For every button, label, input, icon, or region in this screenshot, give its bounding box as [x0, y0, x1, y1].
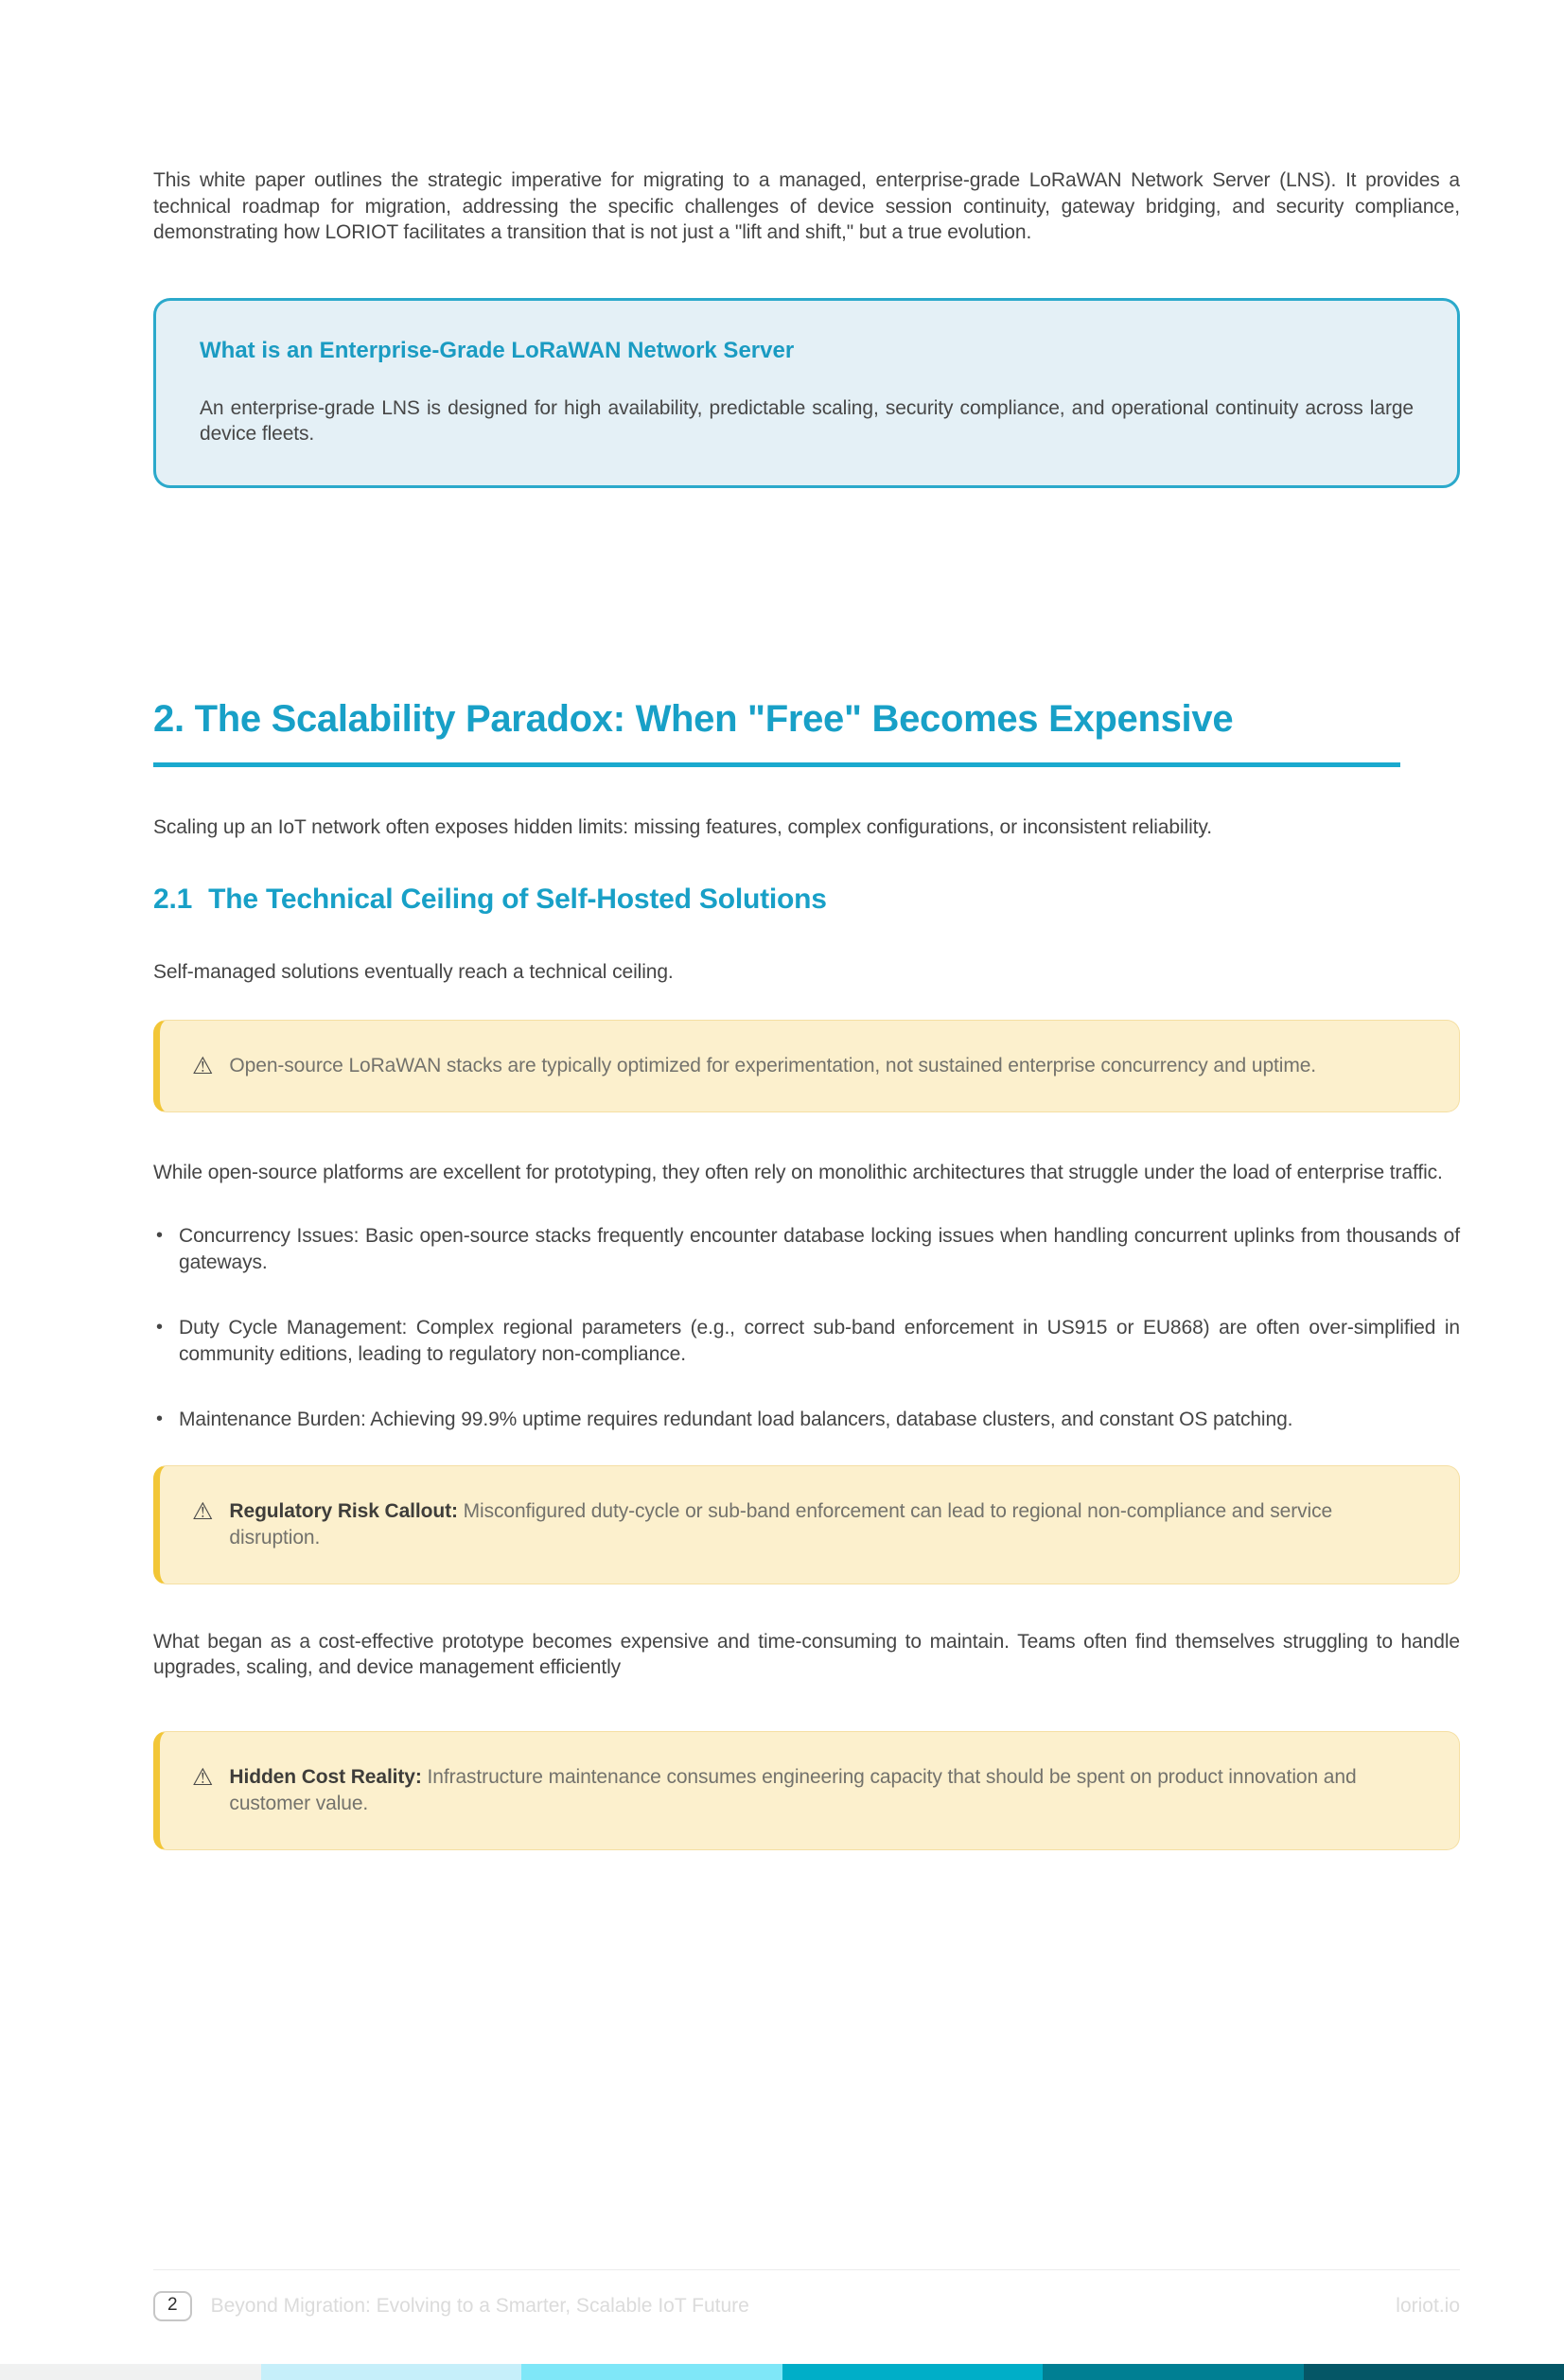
info-callout-title: What is an Enterprise-Grade LoRaWAN Network Server: [200, 337, 1414, 365]
info-callout: [153, 298, 1460, 488]
subsection-number: 2.1: [153, 884, 192, 915]
page-footer: [153, 2269, 1460, 2321]
footer-site-link[interactable]: loriot.io: [1396, 2295, 1460, 2318]
warning-callout-open-source: [153, 1020, 1460, 1112]
callout-label: Regulatory Risk Callout:: [229, 1500, 457, 1522]
subsection-heading: [153, 883, 1460, 917]
footer-doc-title: Beyond Migration: Evolving to a Smarter, Scalable IoT Future: [211, 2295, 1397, 2318]
bullet-item-duty-cycle: • Duty Cycle Management: Complex regional parameters (e.g., correct sub-band enforcement in US915 or EU868) are often over-simplified in community editions, leading to regulatory non-compliance.: [153, 1315, 1460, 1367]
bullet-item-maintenance: • Maintenance Burden: Achieving 99.9% uptime requires redundant load balancers, database clusters, and constant OS patching.: [153, 1407, 1460, 1433]
page: [0, 167, 1564, 2380]
bar-segment: [782, 2364, 1044, 2380]
warning-icon: ⚠: [192, 1498, 213, 1525]
callout-label: Hidden Cost Reality:: [229, 1766, 421, 1788]
bar-segment: [0, 2364, 261, 2380]
architecture-paragraph: While open-source platforms are excellent for prototyping, they often rely on monolithic architectures that struggle under the load of enterprise traffic.: [153, 1160, 1460, 1186]
warning-icon: ⚠: [192, 1053, 213, 1079]
subsection-title: The Technical Ceiling of Self-Hosted Solutions: [208, 884, 827, 915]
callout-body: Infrastructure maintenance consumes engineering capacity that should be spent on product innovation and customer value.: [229, 1766, 1356, 1814]
callout-body: Misconfigured duty-cycle or sub-band enforcement can lead to regional non-compliance and service disruption.: [229, 1500, 1332, 1549]
warning-icon: ⚠: [192, 1764, 213, 1791]
intro-paragraph: This white paper outlines the strategic imperative for migrating to a managed, enterprise-grade LoRaWAN Network Server (LNS). It provides a technical roadmap for migration, addressing the specific challenges of device session continuity, gateway bridging, and security compliance, demonstrating how LORIOT facilitates a transition that is not just a "lift and shift," but a true evolution.: [153, 167, 1460, 246]
warning-callout-regulatory: [153, 1465, 1460, 1584]
bottom-color-bar: [0, 2364, 1564, 2380]
bullet-item-concurrency: • Concurrency Issues: Basic open-source stacks frequently encounter database locking issues when handling concurrent uplinks from thousands of gateways.: [153, 1223, 1460, 1275]
info-callout-body: An enterprise-grade LNS is designed for high availability, predictable scaling, security compliance, and operational continuity across large device fleets.: [200, 395, 1414, 447]
page-content: [0, 167, 1564, 1850]
warning-callout-hidden-cost: [153, 1731, 1460, 1850]
bullet-list: [153, 1223, 1460, 1433]
heading-underline: [153, 762, 1400, 767]
page-number-badge: 2: [153, 2291, 192, 2321]
callout-text: Open-source LoRaWAN stacks are typically optimized for experimentation, not sustained enterprise concurrency and uptime.: [229, 1053, 1316, 1079]
subsection-lead-paragraph: Self-managed solutions eventually reach a technical ceiling.: [153, 959, 1460, 986]
section-heading: 2. The Scalability Paradox: When "Free" Becomes Expensive: [153, 696, 1460, 742]
bar-segment: [1304, 2364, 1564, 2380]
callout-text: [229, 1764, 1421, 1817]
bar-segment: [1043, 2364, 1304, 2380]
closing-paragraph: What began as a cost-effective prototype becomes expensive and time-consuming to maintain. Teams often find themselves struggling to handle upgrades, scaling, and device management efficiently: [153, 1629, 1460, 1681]
section-lead-paragraph: Scaling up an IoT network often exposes hidden limits: missing features, complex configurations, or inconsistent reliability.: [153, 814, 1460, 841]
bar-segment: [521, 2364, 782, 2380]
callout-text: [229, 1498, 1421, 1551]
bar-segment: [261, 2364, 522, 2380]
